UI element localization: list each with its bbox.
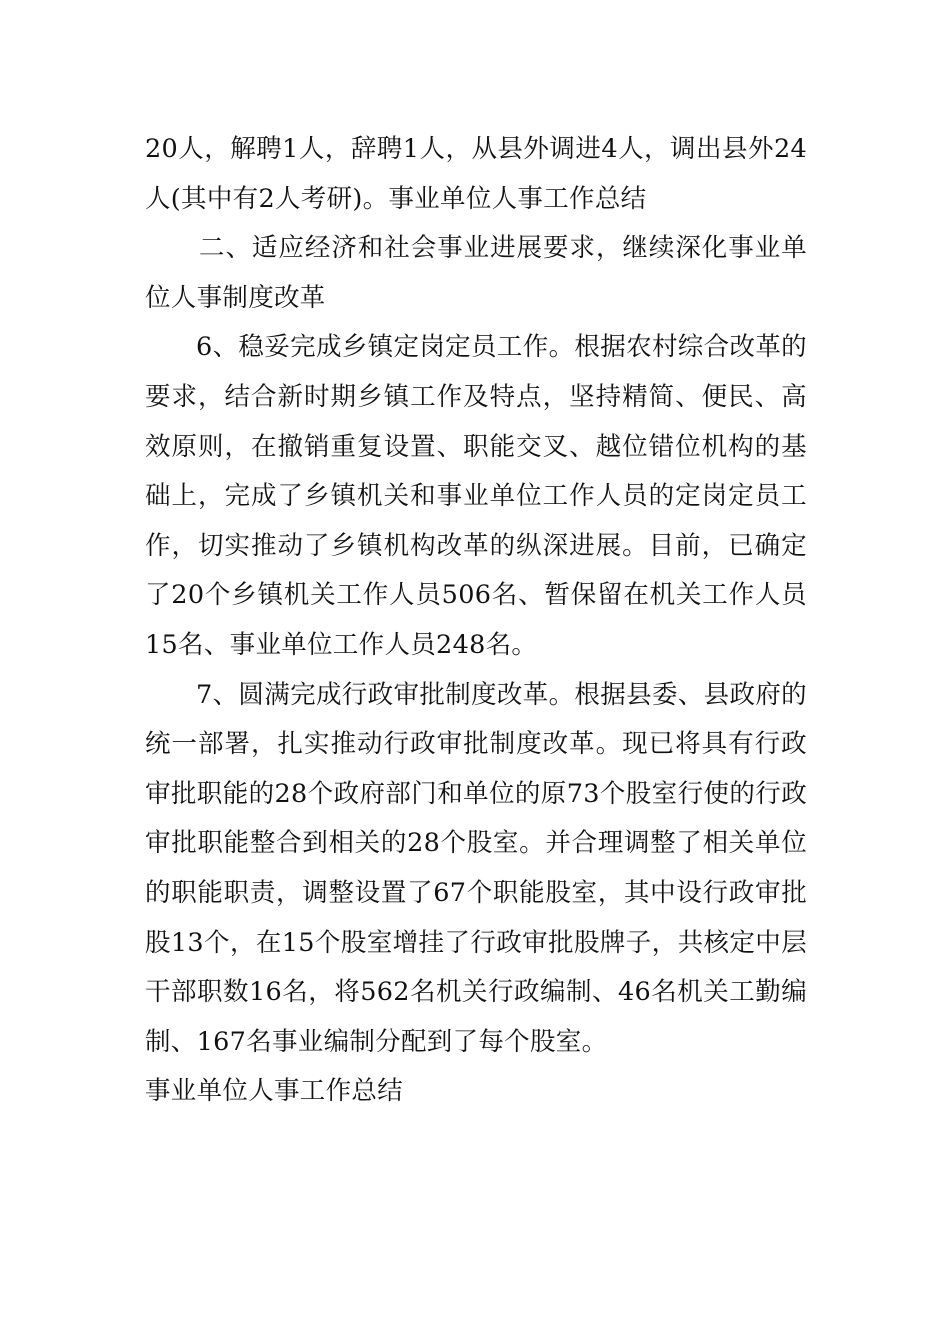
paragraph-item-7: 7、圆满完成行政审批制度改革。根据县委、县政府的统一部署，扎实推动行政审批制度改革。现已将具有行政审批职能的28个政府部门和单位的原73个股室行使的行政审批职能整合到相关的28个股室。并合理调整了相关单位的职能职责，调整设置了67个职能股室，其中设行政审批股13个，在15个股室增挂了行政审批股牌子，共核定中层干部职数16名，将562名机关行政编制、46名机关工勤编制、167名事业编制分配到了每个股室。 [145,679,807,1057]
section-heading: 二、适应经济和社会事业进展要求，继续深化事业单位人事制度改革 [145,233,807,313]
paragraph-continuation: 20人，解聘1人，辞聘1人，从县外调进4人，调出县外24人(其中有2人考研)。事业单位人事工作总结 [145,134,807,214]
document-footer-title: 事业单位人事工作总结 [145,1076,404,1107]
document-page [145,125,807,1117]
paragraph-item-6: 6、稳妥完成乡镇定岗定员工作。根据农村综合改革的要求，结合新时期乡镇工作及特点，坚持精简、便民、高效原则，在撤销重复设置、职能交叉、越位错位机构的基础上，完成了乡镇机关和事业单位工作人员的定岗定员工作，切实推动了乡镇机构改革的纵深进展。目前，已确定了20个乡镇机关工作人员506名、暂保留在机关工作人员15名、事业单位工作人员248名。 [145,332,807,660]
